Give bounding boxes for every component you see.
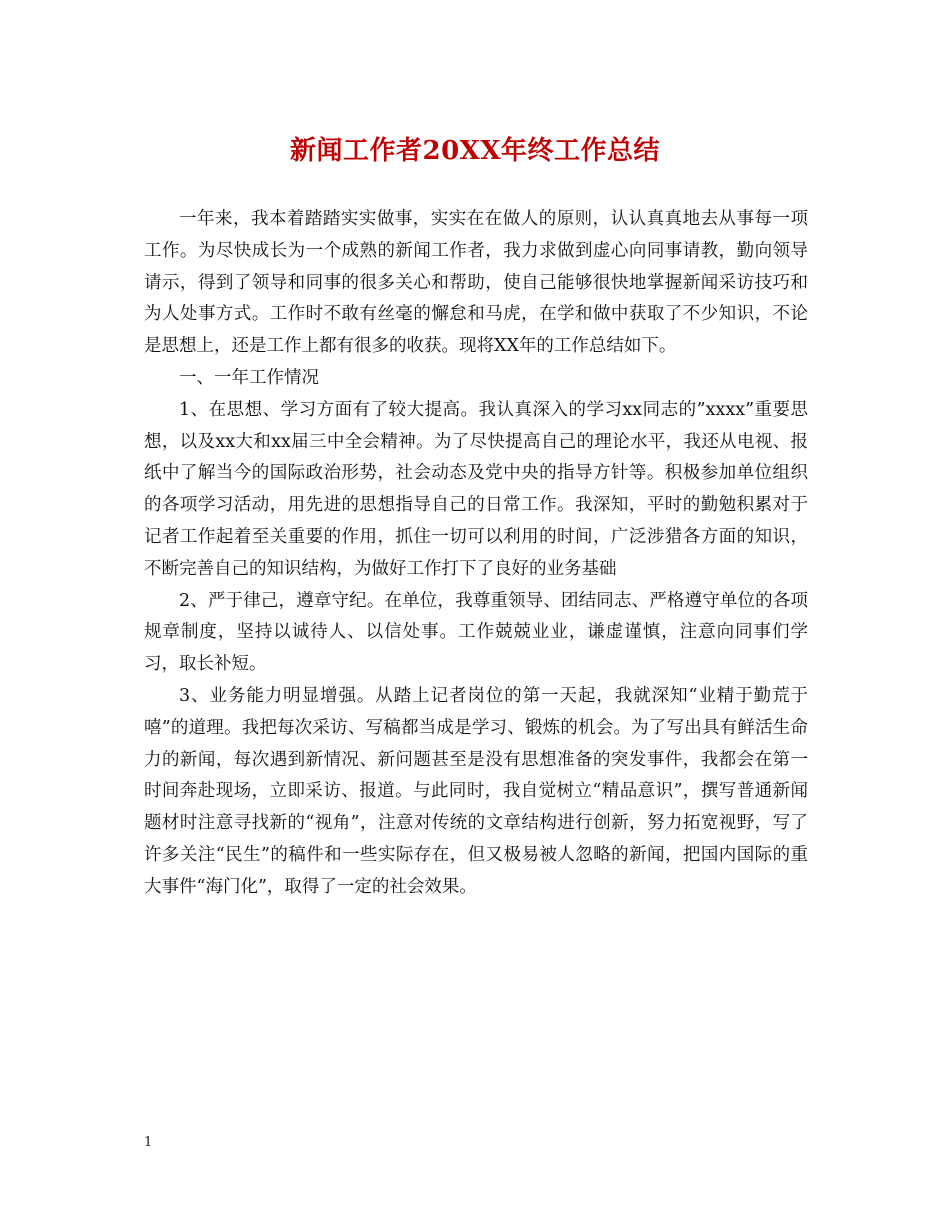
document-title: 新闻工作者20XX年终工作总结: [289, 136, 661, 166]
paragraph-intro: 一年来，我本着踏踏实实做事，实实在在做人的原则，认认真真地去从事每一项工作。为尽快成长为一个成熟的新闻工作者，我力求做到虚心向同事请教，勤向领导请示，得到了领导和同事的很多关心和帮助，使自己能够很快地掌握新闻采访技巧和为人处事方式。工作时不敢有丝毫的懈怠和马虎，在学和做中获取了不少知识，不论是思想上，还是工作上都有很多的收获。现将XX年的工作总结如下。: [144, 209, 808, 357]
paragraph-item-2: 2、严于律己，遵章守纪。在单位，我尊重领导、团结同志、严格遵守单位的各项规章制度，坚持以诚待人、以信处事。工作兢兢业业，谦虚谨慎，注意向同事们学习，取长补短。: [144, 590, 808, 675]
paragraph-item-1: 1、在思想、学习方面有了较大提高。我认真深入的学习xx同志的”xxxx”重要思想，以及xx大和xx届三中全会精神。为了尽快提高自己的理论水平，我还从电视、报纸中了解当今的国际政治形势，社会动态及党中央的指导方针等。积极参加单位组织的各项学习活动，用先进的思想指导自己的日常工作。我深知，平时的勤勉积累对于记者工作起着至关重要的作用，抓住一切可以利用的时间，广泛涉猎各方面的知识，不断完善自己的知识结构，为做好工作打下了良好的业务基础: [144, 399, 808, 579]
page-number: 1: [144, 1135, 153, 1150]
section-heading-annual-work: 一、一年工作情况: [179, 367, 319, 388]
paragraph-item-3: 3、业务能力明显增强。从踏上记者岗位的第一天起，我就深知“业精于勤荒于嘻”的道理。我把每次采访、写稿都当成是学习、锻炼的机会。为了写出具有鲜活生命力的新闻，每次遇到新情况、新问题甚至是没有思想准备的突发事件，我都会在第一时间奔赴现场，立即采访、报道。与此同时，我自觉树立“精品意识”，撰写普通新闻题材时注意寻找新的“视角”，注意对传统的文章结构进行创新，努力拓宽视野，写了许多关注“民生”的稿件和一些实际存在，但又极易被人忽略的新闻，把国内国际的重大事件“海门化”，取得了一定的社会效果。: [144, 685, 808, 897]
document-body: [144, 204, 808, 904]
